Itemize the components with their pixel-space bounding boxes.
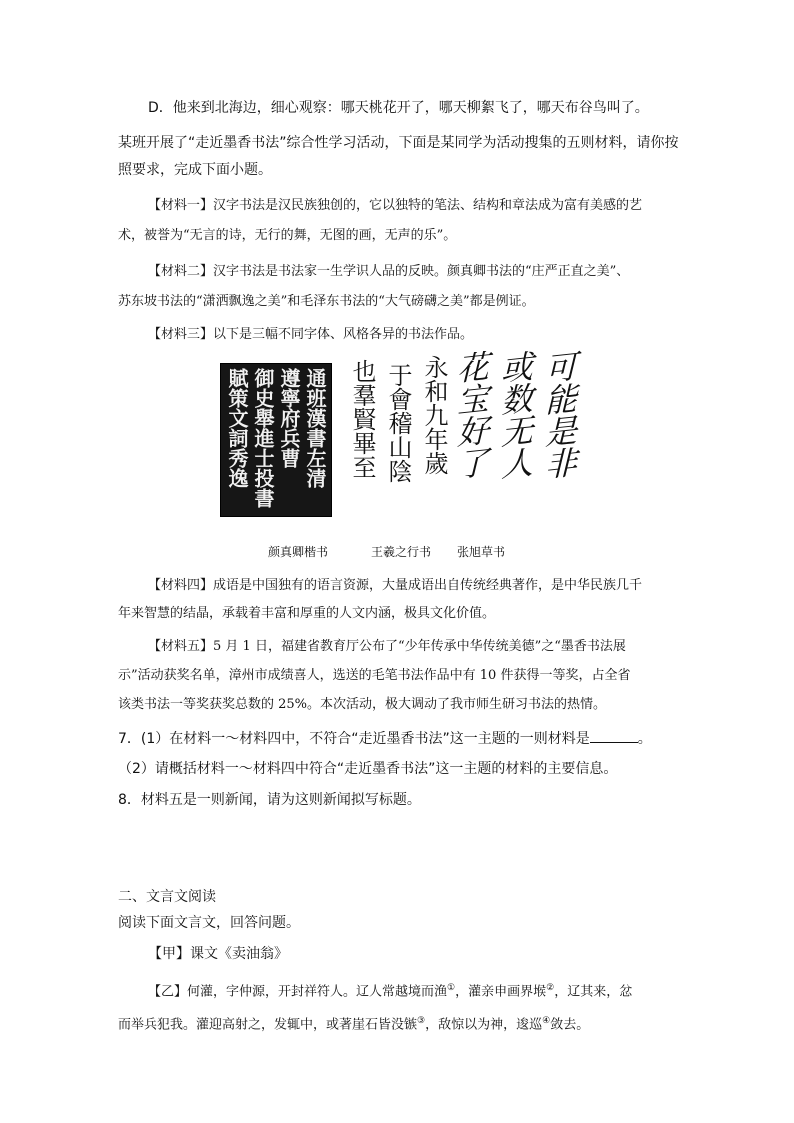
yi-line-2-part-1: 而举兵犯我。灌迎高射之，发辄中，或著崖石皆没镞 bbox=[118, 1017, 418, 1033]
footnote-4: ④ bbox=[542, 1016, 551, 1026]
kaishu-col-3: 御史舉進士投書 bbox=[251, 368, 275, 508]
question-8: 8．材料五是一则新闻，请为这则新闻拟写标题。 bbox=[118, 792, 421, 808]
caoshu-col-1: 可能是非 bbox=[540, 349, 578, 481]
caption-yan-zhenqing: 颜真卿楷书 bbox=[268, 545, 329, 559]
xingshu-work bbox=[338, 355, 448, 515]
kaishu-rubbing bbox=[220, 363, 332, 517]
footnote-2: ② bbox=[546, 983, 555, 993]
yi-line-1-part-2: ，灌亲申画界堠 bbox=[455, 984, 547, 1000]
caption-wang-xizhi: 王羲之行书 bbox=[371, 545, 432, 559]
kaishu-col-2: 遵寧府兵曹 bbox=[277, 368, 301, 468]
xingshu-col-2: 于會稽山陰 bbox=[384, 363, 412, 483]
passage-jia: 【甲】课文《卖油翁》 bbox=[148, 946, 288, 962]
material-5-line-1: 【材料五】5 月 1 日，福建省教育厅公布了“少年传承中华传统美德”之“墨香书法展 bbox=[148, 639, 626, 654]
answer-blank[interactable] bbox=[590, 728, 638, 743]
question-7-part-1-text: 7．(1）在材料一～材料四中，不符合“走近墨香书法”这一主题的一则材料是 bbox=[118, 731, 590, 747]
footnote-1: ① bbox=[447, 983, 456, 993]
question-7-part-1 bbox=[118, 728, 652, 749]
material-5-line-3: 该类书法一等奖获奖总数的 25%。本次活动，极大调动了我市师生研习书法的热情。 bbox=[118, 697, 607, 712]
passage-yi-line-2 bbox=[118, 1011, 589, 1035]
yi-line-2-part-3: 敛去。 bbox=[550, 1017, 590, 1033]
material-1-line-1: 【材料一】汉字书法是汉民族独创的，它以独特的笔法、结构和章法成为富有美感的艺 bbox=[148, 198, 643, 213]
option-d: D．他来到北海边，细心观察：哪天桃花开了，哪天柳絮飞了，哪天布谷鸟叫了。 bbox=[148, 100, 649, 116]
calligraphy-figure bbox=[220, 351, 576, 519]
kaishu-col-1: 通班漢書左清 bbox=[303, 368, 327, 488]
footnote-3: ③ bbox=[417, 1016, 426, 1026]
passage-yi-line-1 bbox=[148, 978, 632, 1002]
material-4-line-1: 【材料四】成语是中国独有的语言资源，大量成语出自传统经典著作，是中华民族几千 bbox=[148, 578, 643, 593]
intro-line-2: 照要求，完成下面小题。 bbox=[118, 162, 272, 178]
section-2-title: 二、文言文阅读 bbox=[118, 889, 216, 905]
section-2-instruction: 阅读下面文言文，回答问题。 bbox=[118, 915, 300, 931]
material-2-line-1: 【材料二】汉字书法是书法家一生学识人品的反映。颜真卿书法的“庄严正直之美”、 bbox=[148, 264, 630, 279]
yi-line-1-part-3: ，辽其来，忿 bbox=[554, 984, 633, 1000]
yi-line-2-part-2: ，敌惊以为神，逡巡 bbox=[425, 1017, 543, 1033]
yi-line-1-part-1: 【乙】何灌，字仲源，开封祥符人。辽人常越境而渔 bbox=[148, 984, 448, 1000]
caoshu-work bbox=[452, 349, 578, 515]
question-7-part-1-end: 。 bbox=[637, 731, 652, 747]
caption-zhang-xu: 张旭草书 bbox=[457, 545, 506, 559]
intro-line-1: 某班开展了“走近墨香书法”综合性学习活动，下面是某同学为活动搜集的五则材料，请你按 bbox=[118, 135, 679, 151]
caoshu-col-3: 花宝好了 bbox=[452, 349, 490, 481]
xingshu-col-1: 永和九年歲 bbox=[420, 355, 448, 475]
material-4-line-2: 年来智慧的结晶，承载着丰富和厚重的人文内涵，极具文化价值。 bbox=[118, 606, 496, 621]
caoshu-col-2: 或数无人 bbox=[496, 349, 534, 481]
material-1-line-2: 术，被誉为“无言的诗，无行的舞，无图的画，无声的乐”。 bbox=[118, 228, 457, 243]
material-2-line-2: 苏东坡书法的“潇洒飘逸之美”和毛泽东书法的“大气磅礴之美”都是例证。 bbox=[118, 294, 535, 309]
question-7-part-2: （2）请概括材料一～材料四中符合“走近墨香书法”这一主题的材料的主要信息。 bbox=[118, 761, 618, 777]
kaishu-col-4: 賦策文詞秀逸 bbox=[225, 368, 249, 488]
xingshu-col-3: 也羣賢畢至 bbox=[348, 359, 376, 479]
material-5-line-2: 示”活动获奖名单，漳州市成绩喜人，选送的毛笔书法作品中有 10 件获得一等奖，占全省 bbox=[118, 668, 631, 683]
material-3-line-1: 【材料三】以下是三幅不同字体、风格各异的书法作品。 bbox=[148, 327, 474, 342]
